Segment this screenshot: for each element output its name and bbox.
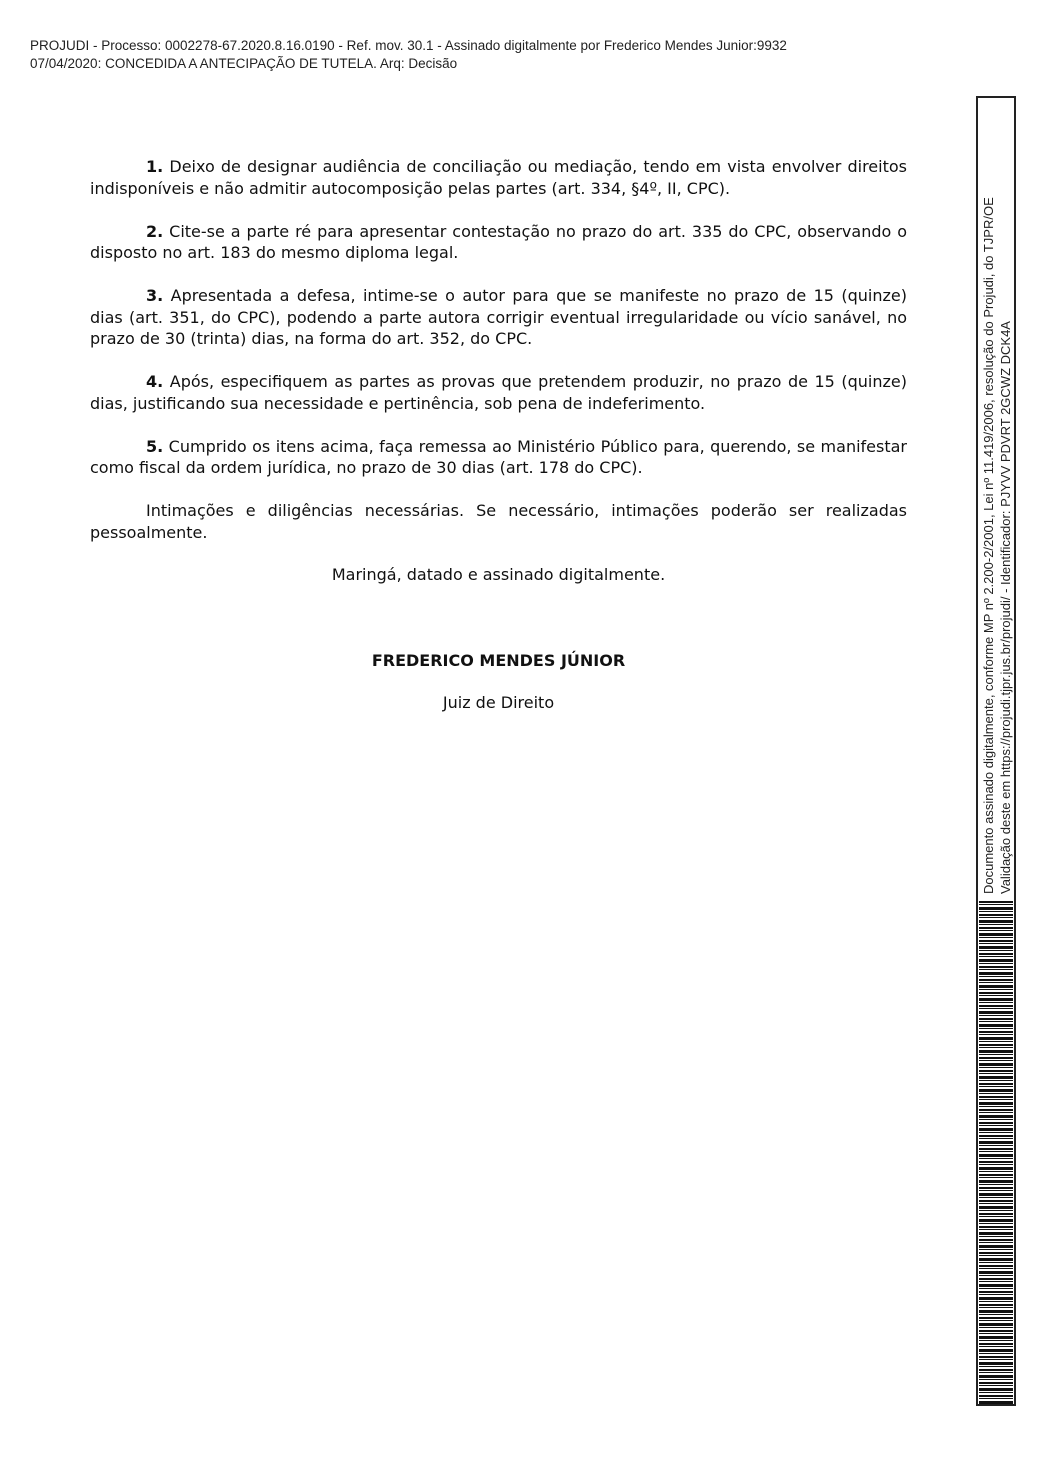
paragraph-number: 4.: [146, 372, 164, 391]
closing-paragraph: Intimações e diligências necessárias. Se necessário, intimações poderão ser realizadas pessoalmente.: [90, 501, 907, 542]
paragraph-number: 5.: [146, 436, 164, 456]
judge-title: Juiz de Direito: [442, 693, 555, 712]
paragraph-2: [90, 221, 907, 264]
stamp-line-signature: Documento assinado digitalmente, conforme MP nº 2.200-2/2001, Lei nº 11.419/2006, resolução do Projudi, do TJPR/OE: [981, 197, 996, 894]
digital-signature-stamp: [976, 96, 1016, 1406]
header-line-process: PROJUDI - Processo: 0002278-67.2020.8.16.0190 - Ref. mov. 30.1 - Assinado digitalmente por Frederico Mendes Junior:9932: [30, 38, 787, 53]
paragraph-3: [90, 285, 907, 350]
paragraph-text: Cite-se a parte ré para apresentar contestação no prazo do art. 335 do CPC, observando o disposto no art. 183 do mesmo diploma legal.: [90, 221, 908, 262]
paragraph-4: [90, 371, 907, 414]
paragraph-text: Deixo de designar audiência de conciliação ou mediação, tendo em vista envolver direitos indisponíveis e não admitir autocomposição pelas partes (art. 334, §4º, II, CPC).: [90, 157, 907, 198]
paragraph-1: [90, 156, 907, 199]
header-line-movement: 07/04/2020: CONCEDIDA A ANTECIPAÇÃO DE TUTELA. Arq: Decisão: [30, 56, 458, 71]
decision-body: [90, 156, 907, 565]
barcode: [979, 901, 1013, 1404]
paragraph-number: 3.: [146, 286, 164, 305]
paragraph-text: Cumprido os itens acima, faça remessa ao Ministério Público para, querendo, se manifestar como fiscal da ordem jurídica, no prazo de 30 dias (art. 178 do CPC).: [90, 436, 908, 477]
paragraph-number: 1.: [146, 157, 164, 176]
stamp-text-area: [978, 98, 1014, 898]
paragraph-text: Após, especifiquem as partes as provas que pretendem produzir, no prazo de 15 (quinze) dias, justificando sua necessidade e pertinência, sob pena de indeferimento.: [90, 372, 907, 413]
stamp-text: [980, 114, 1014, 894]
stamp-line-validation: Validação deste em https://projudi.tjpr.jus.br/projudi/ - Identificador: PJYVV PDVRT 2GCWZ DCK4A: [998, 321, 1013, 894]
paragraph-text: Apresentada a defesa, intime-se o autor para que se manifeste no prazo de 15 (quinze) dias (art. 351, do CPC), podendo a parte autora corrigir eventual irregularidade ou vício sanável, no prazo de 30 (trinta) dias, na forma do art. 352, do CPC.: [90, 286, 907, 348]
paragraph-5: [90, 436, 907, 479]
document-header: [30, 37, 787, 73]
paragraph-number: 2.: [146, 221, 164, 241]
place-and-date: Maringá, datado e assinado digitalmente.: [331, 565, 666, 584]
judge-name: FREDERICO MENDES JÚNIOR: [371, 651, 626, 670]
